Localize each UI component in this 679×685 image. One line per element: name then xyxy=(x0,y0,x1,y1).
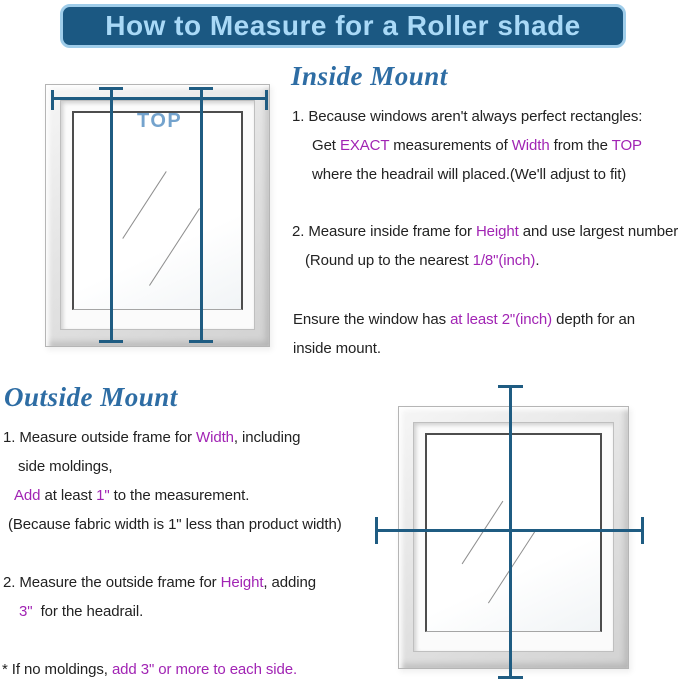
highlight-text: 1" xyxy=(96,487,110,504)
text-run: where the headrail will placed.(We'll adjust to fit) xyxy=(312,166,627,183)
glass-reflection xyxy=(122,171,166,239)
highlight-text: at least 2"(inch) xyxy=(450,311,553,328)
outside-step2-line1 xyxy=(3,573,316,592)
top-label: TOP xyxy=(137,110,183,132)
outside-height-measure-line xyxy=(509,387,512,678)
inside-step2-line2 xyxy=(305,251,539,270)
outside-height-cap-bottom xyxy=(498,676,523,679)
inside-depth-note-line1 xyxy=(293,310,635,329)
text-run: and use largest number xyxy=(518,223,679,240)
inside-step1-line3 xyxy=(312,165,626,184)
outside-step1-line4 xyxy=(8,515,342,534)
text-run: * If no moldings, xyxy=(2,661,112,678)
text-run: (Because fabric width is 1" less than product width) xyxy=(8,516,342,533)
text-run: , adding xyxy=(263,574,317,591)
page-title: How to Measure for a Roller shade xyxy=(105,10,581,41)
text-run: , including xyxy=(233,429,301,446)
text-run: (Round up to the nearest xyxy=(305,252,473,269)
inside-step1-line2 xyxy=(312,136,642,155)
outside-height-cap-top xyxy=(498,385,523,388)
highlight-text: TOP xyxy=(611,137,642,154)
window-inner-frame xyxy=(413,422,614,652)
window-glass xyxy=(72,111,243,310)
text-run: from the xyxy=(549,137,612,154)
glass-reflection xyxy=(149,208,200,286)
inside-mount-heading: Inside Mount xyxy=(291,61,448,91)
inside-step2-line1 xyxy=(292,222,678,241)
height-measure-line-left xyxy=(110,88,113,343)
outside-width-measure-line xyxy=(377,529,643,532)
outside-mount-heading: Outside Mount xyxy=(4,382,178,412)
highlight-text: Width xyxy=(196,429,234,446)
width-measure-end-tick-right xyxy=(265,90,268,110)
highlight-text: 3" xyxy=(19,603,33,620)
text-run: 1. Because windows aren't always perfect rectangles: xyxy=(292,108,643,125)
highlight-text: add 3" or more to each side. xyxy=(111,661,298,678)
text-run: to the measurement. xyxy=(109,487,250,504)
text-run: . xyxy=(535,252,540,269)
highlight-text: Add xyxy=(14,487,41,504)
width-measure-line xyxy=(51,97,268,100)
text-run: Get xyxy=(312,137,340,154)
text-run: for the headrail. xyxy=(32,603,144,620)
title-banner xyxy=(60,4,626,48)
text-run: 2. Measure inside frame for xyxy=(292,223,476,240)
outside-width-cap-left xyxy=(375,517,378,544)
text-run: Ensure the window has xyxy=(293,311,451,328)
text-run: 2. Measure the outside frame for xyxy=(3,574,221,591)
text-run: at least xyxy=(40,487,97,504)
window-inner-frame xyxy=(60,100,255,330)
height-measure-cap-top-right xyxy=(189,87,213,90)
glass-reflection xyxy=(462,501,504,564)
outside-step1-line3 xyxy=(14,486,249,505)
outside-step1-line2 xyxy=(18,457,112,476)
height-measure-line-right xyxy=(200,88,203,343)
inside-step1-line1 xyxy=(292,107,642,126)
outside-mount-window xyxy=(398,406,629,669)
highlight-text: Width xyxy=(511,137,550,154)
width-measure-end-tick-left xyxy=(51,90,54,110)
highlight-text: Height xyxy=(475,223,519,240)
outside-step1-line1 xyxy=(3,428,300,447)
highlight-text: 1/8"(inch) xyxy=(472,252,536,269)
highlight-text: EXACT xyxy=(339,137,390,154)
text-run: inside mount. xyxy=(293,340,381,357)
text-run: measurements of xyxy=(389,137,512,154)
inside-depth-note-line2 xyxy=(293,339,381,358)
outside-width-cap-right xyxy=(641,517,644,544)
text-run: 1. Measure outside frame for xyxy=(3,429,197,446)
text-run: depth for an xyxy=(552,311,636,328)
outside-step2-line2 xyxy=(19,602,143,621)
height-measure-cap-top-left xyxy=(99,87,123,90)
highlight-text: Height xyxy=(220,574,264,591)
window-glass xyxy=(425,433,602,632)
height-measure-cap-bottom-left xyxy=(99,340,123,343)
text-run: side moldings, xyxy=(18,458,113,475)
height-measure-cap-bottom-right xyxy=(189,340,213,343)
outside-footnote xyxy=(2,660,297,679)
